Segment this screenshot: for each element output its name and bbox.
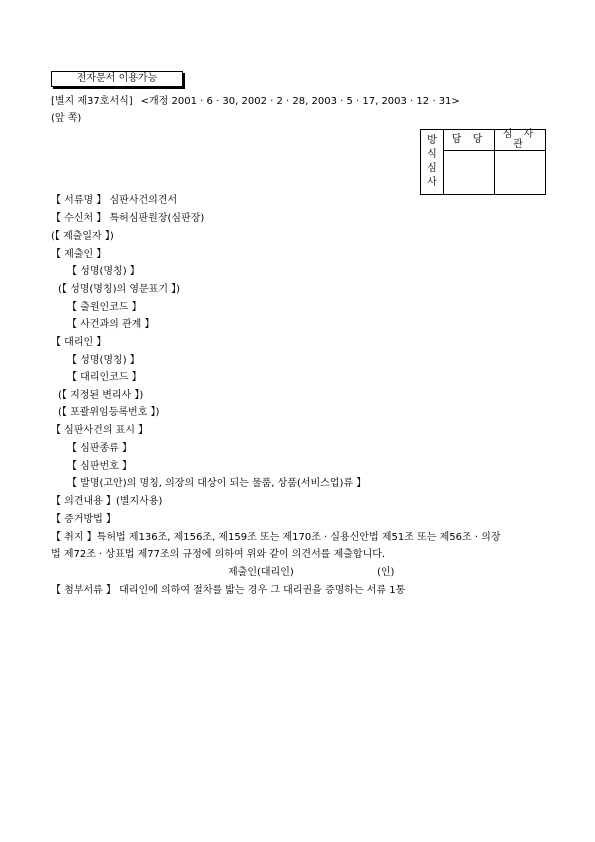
- recipient: 【 수신처 】 특허심판원장(심판장): [51, 213, 205, 224]
- document-name: 【 서류명 】 심판사건의견서: [51, 195, 178, 206]
- review-method-label: [421, 130, 444, 195]
- invention-name: 【 발명(고안)의 명칭, 의장의 대상이 되는 물품, 상품(서비스업)류 】: [67, 478, 367, 489]
- applicant-code: 【 출원인코드 】: [67, 302, 142, 313]
- submitter-name: 【 성명(명칭) 】: [67, 266, 140, 277]
- trial-type: 【 심판종류 】: [67, 443, 132, 454]
- purpose-line-1: 【 취지 】특허법 제136조, 제156조, 제159조 또는 제170조 · 실용신안법 제51조 또는 제56조 · 의장: [51, 532, 501, 543]
- agent-code: 【 대리인코드 】: [67, 372, 142, 383]
- purpose-line-2: 법 제72조 · 상표법 제77조의 규정에 의하여 위와 같이 의견서를 제출합니다.: [51, 549, 386, 560]
- review-method-text: 방 식 심 사: [427, 135, 437, 188]
- agent-name: 【 성명(명칭) 】: [67, 355, 140, 366]
- submitter-section: 【 제출인 】: [51, 249, 107, 260]
- signer-label: 제출인(대리인): [228, 567, 294, 578]
- opinion-content: 【 의견내용 】(별지사용): [51, 496, 163, 507]
- reviewer-signature-cell: [495, 151, 546, 195]
- manager-signature-cell: [444, 151, 495, 195]
- case-display-section: 【 심판사건의 표시 】: [51, 425, 149, 436]
- page-side-label: (앞 쪽): [51, 113, 82, 124]
- trial-number: 【 심판번호 】: [67, 461, 132, 472]
- form-header-line: [51, 97, 468, 107]
- designated-attorney: (【 지정된 변리사 】): [58, 390, 144, 401]
- submitter-name-english: (【 성명(명칭)의 영문표기 】): [58, 284, 181, 295]
- seal-mark: (인): [377, 567, 395, 578]
- revision-dates: <개정 2001 · 6 · 30, 2002 · 2 · 28, 2003 · 5 · 17, 2003 · 12 · 31>: [140, 96, 460, 107]
- reviewer-column-header: 심 사 관: [495, 130, 546, 151]
- agent-section: 【 대리인 】: [51, 337, 107, 348]
- manager-column-header: 담 당: [444, 130, 495, 151]
- general-power-number: (【 포괄위임등록번호 】): [58, 407, 160, 418]
- case-relation: 【 사건과의 관계 】: [67, 319, 155, 330]
- electronic-document-banner: 전자문서 이용가능: [51, 71, 183, 87]
- submit-date: (【 제출일자 】): [51, 231, 114, 242]
- approval-table: [420, 129, 546, 195]
- attachment: 【 첨부서류 】 대리인에 의하여 절차를 밟는 경우 그 대리권을 증명하는 서류 1통: [51, 585, 406, 596]
- form-number: [별지 제37호서식]: [51, 96, 133, 107]
- evidence-method: 【 증거방법 】: [51, 514, 116, 525]
